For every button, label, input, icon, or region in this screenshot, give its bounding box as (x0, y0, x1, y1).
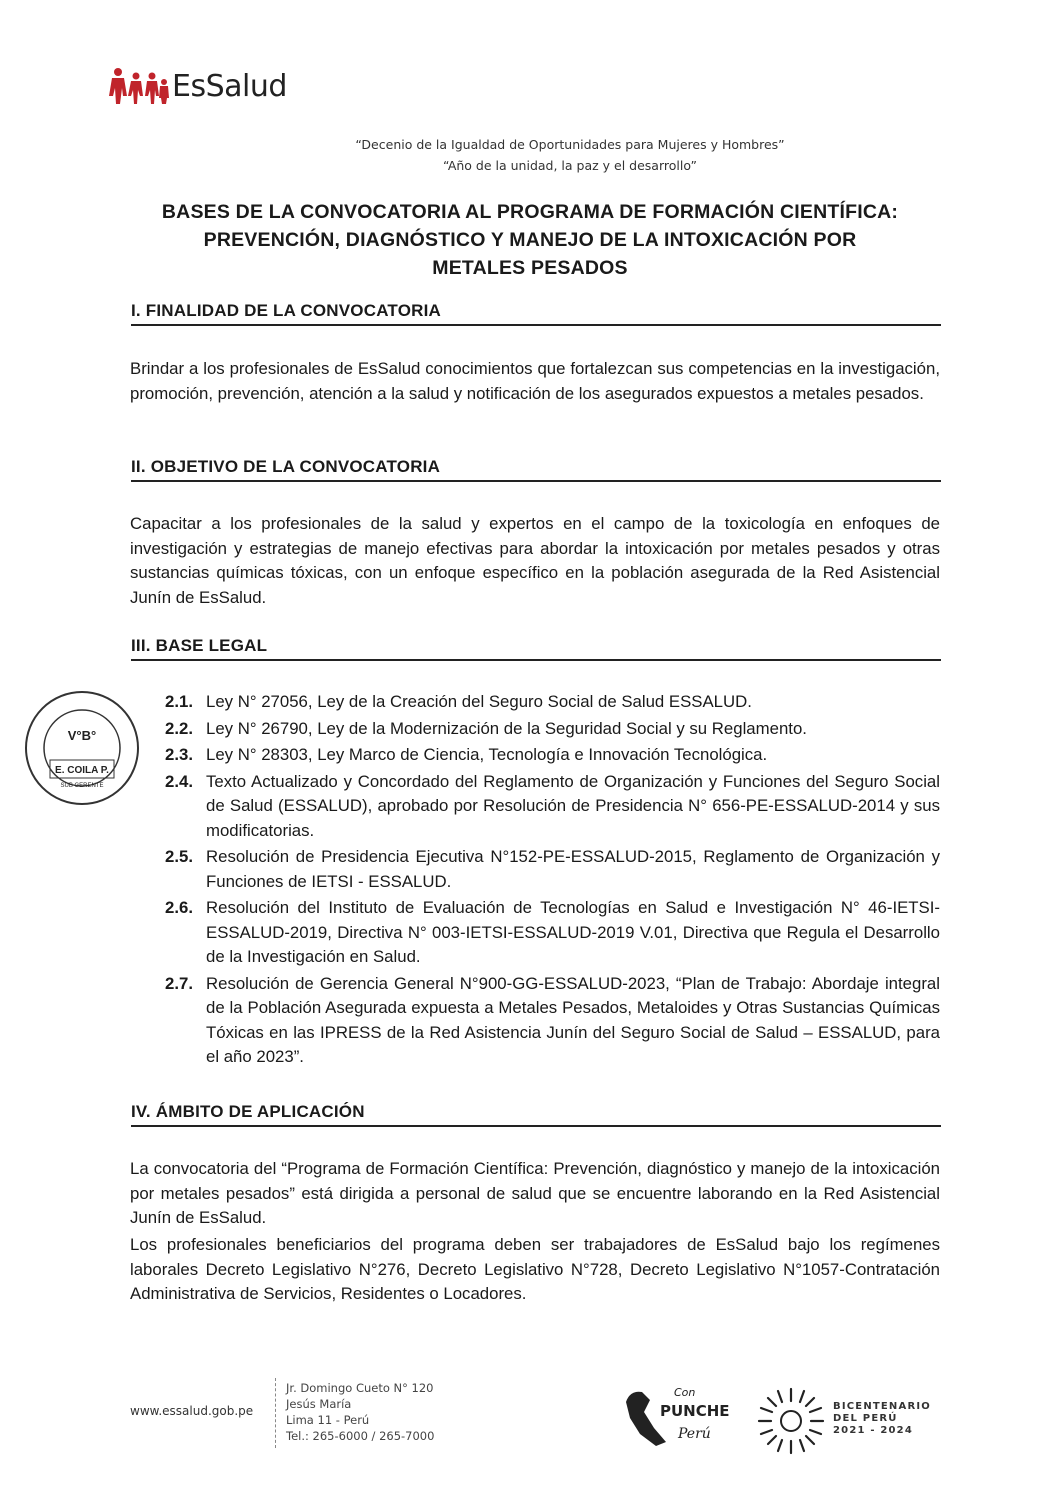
section-heading-ambito: IV. ÁMBITO DE APLICACIÓN (131, 1102, 941, 1127)
legal-item (165, 896, 940, 970)
mottos (250, 134, 890, 176)
address-line: Jesús María (286, 1397, 352, 1411)
legal-item-number: 2.2. (165, 718, 193, 738)
peru-logo-text-1: Con (674, 1386, 696, 1399)
legal-item-text: Ley N° 27056, Ley de la Creación del Seguro Social de Salud ESSALUD. (206, 692, 752, 711)
bicentenario-line: BICENTENARIO (833, 1401, 931, 1412)
legal-item-text: Texto Actualizado y Concordado del Reglamento de Organización y Funciones del Seguro Social de Salud (ESSALUD), aprobado por Resolución de Presidencia N° 656-PE-ESSALUD-2014 y sus modificatorias. (206, 771, 940, 840)
legal-item-text: Resolución de Gerencia General N°900-GG-ESSALUD-2023, “Plan de Trabajo: Abordaje integral de la Población Asegurada expuesta a Metales Pesados, Metaloides y Otras Sustancias Químicas Tóxicas en las IPRESS de la Red Asistencia Junín del Seguro Social de Salud – ESSALUD, para el año 2023”. (206, 973, 940, 1066)
family-figures-icon (108, 66, 170, 104)
legal-item-text: Ley N° 28303, Ley Marco de Ciencia, Tecnología e Innovación Tecnológica. (206, 745, 768, 764)
motto-decenio: “Decenio de la Igualdad de Oportunidades para Mujeres y Hombres” (355, 137, 785, 152)
peru-logo-text-2: PUNCHE (660, 1402, 730, 1420)
footer-divider (275, 1378, 276, 1448)
title-line-3: METALES PESADOS (432, 257, 628, 279)
legal-list (165, 690, 940, 1072)
approval-stamp (22, 688, 142, 808)
legal-item (165, 743, 940, 768)
legal-item (165, 770, 940, 844)
legal-item-number: 2.6. (165, 898, 193, 917)
stamp-name: E. COILA P. (55, 765, 109, 776)
essalud-logo (108, 66, 287, 104)
logo-wordmark: EsSalud (172, 69, 287, 104)
con-punche-peru-logo (620, 1372, 745, 1452)
title-line-2: PREVENCIÓN, DIAGNÓSTICO Y MANEJO DE LA INTOXICACIÓN POR (203, 229, 857, 251)
title-line-1: BASES DE LA CONVOCATORIA AL PROGRAMA DE FORMACIÓN CIENTÍFICA: (161, 201, 899, 223)
section-body-objetivo: Capacitar a los profesionales de la salud y expertos en el campo de la toxicología en enfoques de investigación y estrategias de manejo efectivas para abordar la intoxicación por metales pesados y otras sustancias químicas tóxicas, con un enfoque específico en la población asegurada de la Red Asistencial Junín de EsSalud. (130, 514, 940, 607)
stamp-center: V°B° (67, 728, 97, 743)
bicentenario-line: DEL PERÚ (833, 1413, 898, 1424)
legal-item (165, 717, 940, 742)
motto-anio: “Año de la unidad, la paz y el desarrollo” (442, 158, 698, 173)
legal-item-text: Ley N° 26790, Ley de la Modernización de la Seguridad Social y su Reglamento. (206, 718, 807, 738)
section-body-finalidad: Brindar a los profesionales de EsSalud conocimientos que fortalezcan sus competencias en la investigación, promoción, prevención, atención a la salud y notificación de los asegurados expuestos a metales pesados. (130, 359, 940, 403)
bicentenario-emblem (755, 1385, 827, 1457)
footer-website-link[interactable]: www.essalud.gob.pe (130, 1404, 254, 1418)
legal-item-number: 2.7. (165, 973, 193, 993)
address-line: Lima 11 - Perú (286, 1413, 370, 1427)
legal-item-number: 2.5. (165, 847, 193, 866)
legal-item (165, 690, 940, 715)
legal-item-number: 2.3. (165, 745, 193, 764)
legal-item-text: Resolución del Instituto de Evaluación de Tecnologías en Salud e Investigación N° 46-IETSI-ESSALUD-2019, Directiva N° 003-IETSI-ESSALUD-2019 V.01, Directiva que Regula el Desarrollo de la Investigación en Salud. (206, 898, 940, 966)
section-heading-objetivo: II. OBJETIVO DE LA CONVOCATORIA (131, 457, 941, 482)
legal-item-number: 2.4. (165, 771, 193, 791)
stamp-role: SUB GERENTE (60, 783, 104, 789)
section-heading-base-legal: III. BASE LEGAL (131, 636, 941, 661)
document-title (120, 198, 940, 282)
legal-item (165, 845, 940, 894)
bicentenario-line: 2021 - 2024 (833, 1425, 913, 1436)
peru-logo-text-3: Perú (678, 1426, 711, 1442)
address-line: Tel.: 265-6000 / 265-7000 (286, 1429, 435, 1443)
address-line: Jr. Domingo Cueto N° 120 (286, 1381, 434, 1395)
legal-item-text: Resolución de Presidencia Ejecutiva N°152-PE-ESSALUD-2015, Reglamento de Organización y Funciones de IETSI - ESSALUD. (206, 847, 940, 891)
section-body-ambito-2: Los profesionales beneficiarios del programa deben ser trabajadores de EsSalud bajo los regímenes laborales Decreto Legislativo N°276, Decreto Legislativo N°728, Decreto Legislativo N°1057-Contratación Administrativa de Servicios, Residentes o Locadores. (130, 1235, 940, 1303)
section-heading-finalidad: I. FINALIDAD DE LA CONVOCATORIA (131, 301, 941, 326)
legal-item (165, 972, 940, 1070)
legal-item-number: 2.1. (165, 692, 193, 711)
section-body-ambito-1: La convocatoria del “Programa de Formación Científica: Prevención, diagnóstico y manejo de la intoxicación por metales pesados” está dirigida a personal de salud que se encuentre laborando en la Red Asistencial Junín de EsSalud. (130, 1159, 940, 1227)
footer-address (286, 1380, 434, 1444)
bicentenario-text (833, 1401, 931, 1437)
